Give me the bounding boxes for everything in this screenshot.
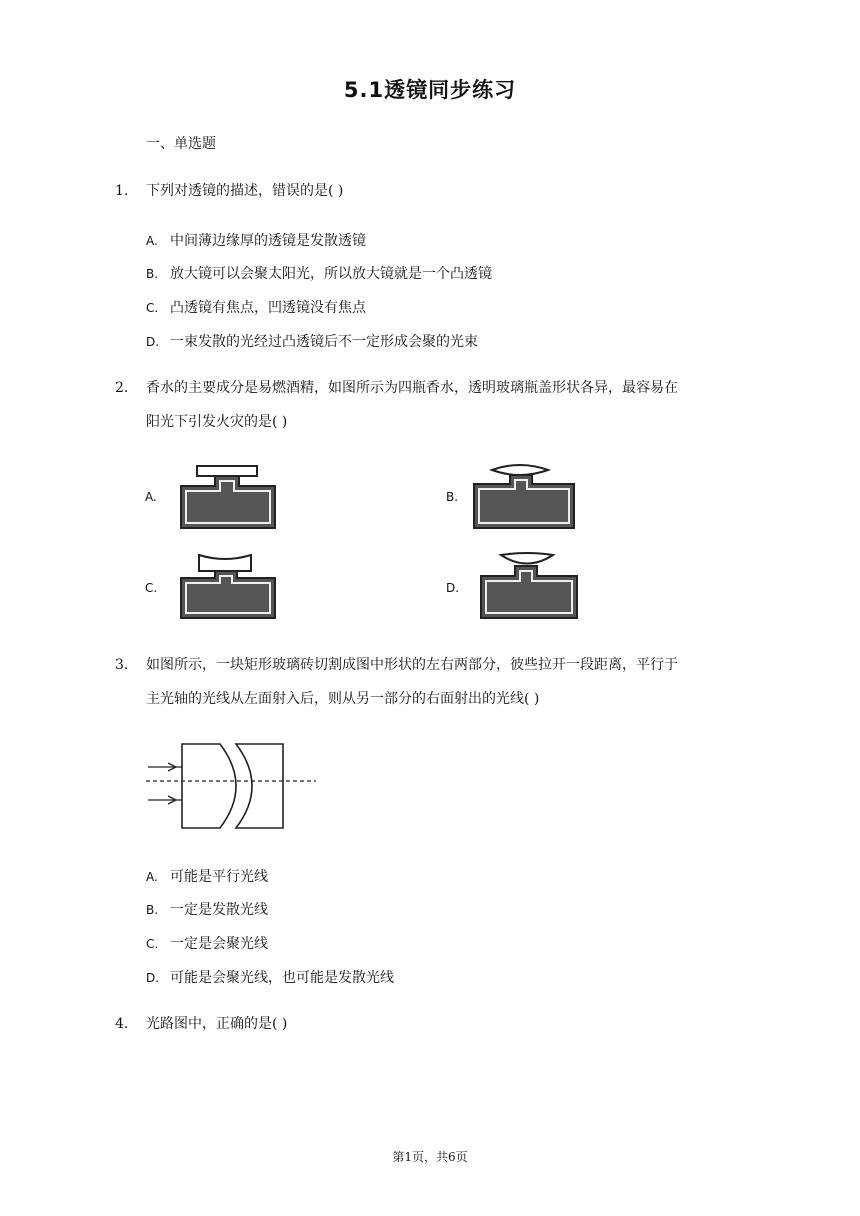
question-text: 光路图中，正确的是( )	[146, 1016, 288, 1032]
question-number: 4.	[115, 1016, 129, 1032]
question-line: 主光轴的光线从左面射入后，则从另一部分的右面射出的光线( )	[146, 691, 540, 707]
option-d	[146, 967, 394, 987]
option-b	[146, 899, 268, 919]
option-text: 中间薄边缘厚的透镜是发散透镜	[170, 233, 366, 249]
question-line: 阳光下引发火灾的是( )	[146, 414, 288, 430]
option-text: 一定是发散光线	[170, 902, 268, 918]
option-a	[146, 866, 268, 886]
image-label-d: D.	[446, 581, 460, 595]
option-text: 可能是平行光线	[170, 869, 268, 885]
option-a	[146, 230, 366, 250]
option-d	[146, 331, 478, 351]
option-label: C.	[146, 937, 159, 951]
option-c	[146, 933, 268, 953]
question-text	[146, 648, 726, 716]
image-label-b: B.	[446, 490, 459, 504]
page-footer: 第1页，共6页	[392, 1150, 468, 1164]
question-text	[146, 371, 726, 439]
option-label: C.	[146, 301, 159, 315]
image-label-c: C.	[145, 581, 158, 595]
image-label-a: A.	[145, 490, 157, 504]
option-text: 放大镜可以会聚太阳光，所以放大镜就是一个凸透镜	[170, 266, 492, 282]
question-line: 如图所示，一块矩形玻璃砖切割成图中形状的左右两部分，彼些拉开一段距离，平行于	[146, 657, 678, 673]
option-text: 一束发散的光经过凸透镜后不一定形成会聚的光束	[170, 334, 478, 350]
perfume-bottle-flat-cap-image	[175, 462, 280, 532]
option-b	[146, 263, 492, 283]
option-text: 可能是会聚光线，也可能是发散光线	[170, 970, 394, 986]
question-number: 1.	[115, 183, 129, 199]
section-heading: 一、单选题	[146, 136, 216, 152]
option-label: D.	[146, 335, 160, 349]
perfume-bottle-meniscus-cap-image	[475, 552, 585, 622]
question-line: 香水的主要成分是易燃酒精，如图所示为四瓶香水，透明玻璃瓶盖形状各异，最容易在	[146, 380, 678, 396]
option-label: B.	[146, 903, 159, 917]
option-label: D.	[146, 971, 160, 985]
option-label: A.	[146, 870, 158, 884]
option-label: A.	[146, 234, 158, 248]
question-text: 下列对透镜的描述，错误的是( )	[146, 183, 344, 199]
question-number: 3.	[115, 657, 129, 673]
option-c	[146, 297, 366, 317]
perfume-bottle-concave-cap-image	[175, 552, 280, 622]
option-text: 一定是会聚光线	[170, 936, 268, 952]
option-text: 凸透镜有焦点，凹透镜没有焦点	[170, 300, 366, 316]
question-number: 2.	[115, 380, 129, 396]
option-label: B.	[146, 267, 159, 281]
glass-brick-lens-diagram	[140, 740, 320, 835]
page-title: 5.1透镜同步练习	[343, 78, 517, 102]
perfume-bottle-convex-cap-image	[470, 462, 580, 532]
